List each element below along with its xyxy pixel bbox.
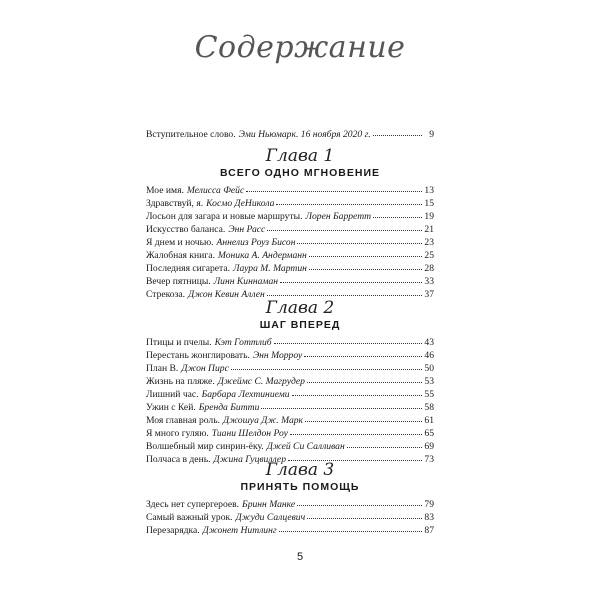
dot-leader (267, 294, 422, 296)
entry-page: 79 (424, 499, 434, 510)
dot-leader (279, 530, 422, 532)
entry-title: Я днем и ночью. (146, 237, 214, 248)
entry-author: Бренда Битти (198, 402, 260, 413)
entry-author: Джонет Нитлинг (202, 525, 277, 536)
entry-author: Барбара Лехтиниеми (201, 389, 290, 400)
entry-author: Космо ДеНикола (206, 198, 275, 209)
entry-page: 46 (424, 350, 434, 361)
entry-author: Бринн Манке (242, 499, 296, 510)
entry-author: Джина Гуцвиллер (213, 454, 286, 465)
toc-entry[interactable] (146, 524, 434, 537)
entry-title: Жалобная книга. (146, 250, 215, 261)
entry-page: 73 (424, 454, 434, 465)
dot-leader (347, 446, 422, 448)
entry-page: 13 (424, 185, 434, 196)
entry-page: 15 (424, 198, 434, 209)
entry-page: 23 (424, 237, 434, 248)
entry-author: Джон Пирс (181, 363, 229, 374)
dot-leader (304, 355, 422, 357)
entry-page: 53 (424, 376, 434, 387)
entry-author: Джуди Салцевич (235, 512, 306, 523)
entry-author: Эми Ньюмарк. 16 ноября 2020 г. (238, 129, 371, 140)
entry-page: 43 (424, 337, 434, 348)
dot-leader (305, 420, 422, 422)
toc-entry[interactable] (146, 336, 434, 349)
toc-entry[interactable] (146, 236, 434, 249)
entry-title: Вечер пятницы. (146, 276, 211, 287)
entry-author: Лорен Барретт (305, 211, 372, 222)
entry-page: 50 (424, 363, 434, 374)
entry-title: Лосьон для загара и новые маршруты. (146, 211, 303, 222)
entry-title: Перестань жонглировать. (146, 350, 250, 361)
dot-leader (274, 342, 422, 344)
entry-page: 37 (424, 289, 434, 300)
dot-leader (292, 394, 422, 396)
entry-author: Кэт Готтлиб (214, 337, 272, 348)
entry-page: 69 (424, 441, 434, 452)
toc-entry[interactable] (146, 401, 434, 414)
entry-title: Полчаса в день. (146, 454, 211, 465)
entry-author: Мелисса Фейс (186, 185, 245, 196)
dot-leader (261, 407, 422, 409)
toc-entry[interactable] (146, 440, 434, 453)
toc-entry[interactable] (146, 249, 434, 262)
dot-leader (267, 229, 422, 231)
entry-title: Здравствуй, я. (146, 198, 204, 209)
entry-author: Джошуа Дж. Марк (222, 415, 304, 426)
entry-page: 25 (424, 250, 434, 261)
dot-leader (246, 190, 422, 192)
dot-leader (276, 203, 422, 205)
chapter-2-subtitle: ШАГ ВПЕРЕД (259, 319, 341, 331)
toc-entry[interactable] (146, 349, 434, 362)
dot-leader (280, 281, 422, 283)
entry-author: Джон Кевин Аллен (188, 289, 265, 300)
entry-title: Волшебный мир синрин-ёку. (146, 441, 264, 452)
entry-author: Энн Расс (228, 224, 266, 235)
toc-entry[interactable] (146, 388, 434, 401)
chapter-2-heading: Глава 2 (265, 298, 335, 318)
entry-page: 9 (429, 129, 434, 140)
dot-leader (290, 433, 422, 435)
entry-page: 83 (424, 512, 434, 523)
dot-leader (307, 381, 422, 383)
entry-title: Последняя сигарета. (146, 263, 230, 274)
dot-leader (373, 134, 422, 136)
entry-title: План В. (146, 363, 179, 374)
toc-entry[interactable] (146, 184, 434, 197)
dot-leader (309, 268, 422, 270)
entry-title: Стрекоза. (146, 289, 186, 300)
dot-leader (297, 242, 422, 244)
entry-author: Тиани Шелдон Роу (211, 428, 288, 439)
toc-entry[interactable] (146, 375, 434, 388)
entry-author: Лаура М. Мартин (233, 263, 307, 274)
toc-entry[interactable] (146, 414, 434, 427)
dot-leader (373, 216, 422, 218)
toc-entry[interactable] (146, 275, 434, 288)
entry-page: 19 (424, 211, 434, 222)
entry-title: Перезарядка. (146, 525, 200, 536)
entry-title: Искусство баланса. (146, 224, 226, 235)
chapter-1-heading: Глава 1 (265, 146, 335, 166)
entry-title: Жизнь на пляже. (146, 376, 215, 387)
toc-entry[interactable] (146, 223, 434, 236)
toc-entry[interactable] (146, 262, 434, 275)
entry-author: Энн Морроу (252, 350, 303, 361)
toc-entry-intro[interactable] (146, 128, 434, 141)
entry-author: Моника А. Андерманн (217, 250, 307, 261)
entry-author: Джеймс С. Магрудер (217, 376, 305, 387)
chapter-3-heading: Глава 3 (265, 460, 335, 480)
entry-title: Я много гуляю. (146, 428, 209, 439)
page-title: Содержание (194, 30, 406, 65)
entry-title: Моя главная роль. (146, 415, 220, 426)
entry-author: Линн Киннаман (213, 276, 279, 287)
entry-title: Ужин с Кей. (146, 402, 196, 413)
entry-title: Лишний час. (146, 389, 199, 400)
entry-page: 55 (424, 389, 434, 400)
entry-page: 65 (424, 428, 434, 439)
chapter-3-subtitle: ПРИНЯТЬ ПОМОЩЬ (240, 481, 360, 493)
entry-title: Вступительное слово. (146, 129, 236, 140)
entry-author: Джей Си Салливан (266, 441, 345, 452)
entry-title: Мое имя. (146, 185, 184, 196)
entry-title: Самый важный урок. (146, 512, 233, 523)
dot-leader (309, 255, 422, 257)
entry-page: 21 (424, 224, 434, 235)
toc-entry[interactable] (146, 210, 434, 223)
toc-entry[interactable] (146, 362, 434, 375)
entry-page: 87 (424, 525, 434, 536)
toc-entry[interactable] (146, 197, 434, 210)
toc-entry[interactable] (146, 511, 434, 524)
entry-title: Здесь нет супергероев. (146, 499, 240, 510)
dot-leader (297, 504, 422, 506)
dot-leader (231, 368, 422, 370)
dot-leader (307, 517, 422, 519)
entry-page: 61 (424, 415, 434, 426)
toc-entry[interactable] (146, 498, 434, 511)
chapter-1-subtitle: ВСЕГО ОДНО МГНОВЕНИЕ (219, 167, 380, 179)
page-number: 5 (296, 551, 304, 563)
entry-page: 28 (424, 263, 434, 274)
entry-title: Птицы и пчелы. (146, 337, 212, 348)
entry-page: 33 (424, 276, 434, 287)
toc-entry[interactable] (146, 427, 434, 440)
entry-page: 58 (424, 402, 434, 413)
entry-author: Аннелиз Роуз Бисон (216, 237, 296, 248)
